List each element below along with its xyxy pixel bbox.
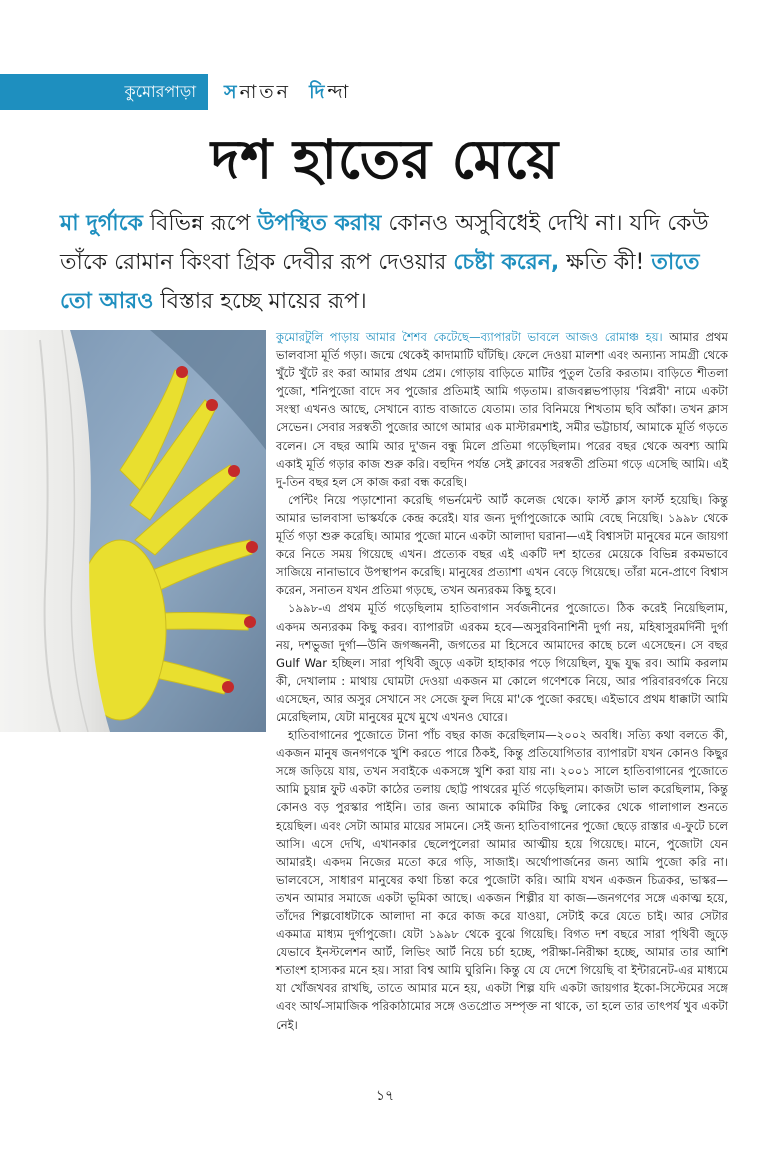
- lede-part: বিভিন্ন রূপে: [142, 211, 258, 236]
- lede-part: ক্ষতি কী!: [559, 250, 652, 275]
- author-last-initial: দি: [309, 81, 328, 103]
- lede-quote: [60, 204, 710, 321]
- paragraph-lead: কুমোরটুলি পাড়ায় আমার শৈশব কেটেছে—ব্যাপারটা ভাবলে আজও রোমাঞ্চ হয়।: [276, 330, 663, 344]
- lede-part: তাতে তো আরও: [60, 250, 700, 314]
- paragraph-text: আমার প্রথম ভালবাসা মূর্তি গড়া। জন্মে থেকেই কাদামাটি ঘাঁটছি। ফেলে দেওয়া মালশা এবং অন্যান্য সামগ্রী থেকে খুঁটে খুঁটে রং করা আমার প্রথম প্রেম। গোড়ায় বাড়িতে মাটির পুতুল তৈরি করতাম। বাড়িতে শীতলা পুজো, শনিপুজো বাদে সব পুজোর প্রতিমাই আমি গড়তাম। রাজবল্লভপাড়ায় 'বিপ্লবী' নামে একটা সংস্থা এখনও আছে, সেখানে ব্যান্ড বাজাতে যেতাম। তার বিনিময়ে শিখতাম ছবি আঁকা। তখন ক্লাস সেভেন। সেবার সরস্বতী পুজোর আগে আমার এক মাস্টারমশাই, সমীর ভট্টাচার্য, আমাকে মূর্তি গড়তে বলেন। সে বছর আমি আর দু'জন বন্ধু মিলে প্রতিমা গড়েছিলাম। পরের বছর থেকে অবশ্য আমি একাই মূর্তি গড়ার কাজ শুরু করি। বহুদিন পর্যন্ত সেই ক্লাবের সরস্বতী প্রতিমা গড়ে এসেছি আমি। এই দু-তিন বছর হল সে কাজ করা বন্ধ করেছি।: [276, 330, 728, 489]
- lede-part: কোনও অসুবিধেই দেখি না। যদি কেউ তাঁকে রোমান কিংবা গ্রিক দেবীর রূপ দেওয়ার: [60, 211, 709, 275]
- durga-idol-photo: [0, 330, 266, 732]
- author-last-rest: ন্দা: [327, 81, 352, 103]
- lede-part: মা দুর্গাকে: [60, 211, 143, 236]
- page-number: ১৭: [375, 1088, 395, 1104]
- lede-part: বিস্তার হচ্ছে মায়ের রূপ।: [153, 289, 367, 314]
- lede-part: উপস্থিত করায়: [257, 211, 382, 236]
- header-band: [0, 74, 770, 110]
- page-title: দশ হাতের মেয়ে: [210, 127, 560, 191]
- lede-part: চেষ্টা করেন,: [453, 250, 560, 275]
- author-first-rest: নাতন: [239, 81, 292, 103]
- paragraph: হাতিবাগানের পুজোতে টানা পাঁচ বছর কাজ করেছিলাম—২০০২ অবধি। সত্যি কথা বলতে কী, একজন মানুষ জনগণকে খুশি করতে পারে ঠিকই, কিন্তু প্রতিযোগিতার ব্যাপারটা যখন কোনও কিছুর সঙ্গে জড়িয়ে যায়, তখন সবাইকে একসঙ্গে খুশি করা যায় না। ২০০১ সালে হাতিবাগানের পুজোতে আমি চুয়ান্ন ফুট একটা কাঠের তলায় ছোট্ট পাথরের মূর্তি গড়েছিলাম। কাজটা ভাল করেছিলাম, কিন্তু কোনও বড় পুরস্কার পাইনি। তার জন্য আমাকে কমিটির কিছু লোকের থেকে গালাগাল শুনতে হয়েছিল। এবং সেটা আমার মায়ের সামনে। সেই জন্য হাতিবাগানের পুজো ছেড়ে রাস্তার এ-ফুটে চলে আসি। এসে দেখি, এখানকার ছেলেপুলেরা আমার আত্মীয় হয়ে গিয়েছে। মানে, পুজোটা যেন আমারই। একদম নিজের মতো করে গড়ি, সাজাই। অর্থোপার্জনের জন্য আমি পুজো করি না। ভালবেসে, সাধারণ মানুষের কথা চিন্তা করে পুজোটা করি। আমি যখন একজন চিত্রকর, ভাস্কর—তখন আমার সমাজে একটা ভূমিকা আছে। একজন শিল্পীর যা কাজ—জনগণের সঙ্গে একাত্ম হয়ে, তাঁদের শিল্পবোধটাকে আলাদা না করে কাজ করে যাওয়া, সেটাই করে যেতে চাই। আর সেটার একমাত্র মাধ্যম দুর্গাপুজো। যেটা ১৯৯৮ থেকে বুঝে গিয়েছি। বিগত দশ বছরে সারা পৃথিবী জুড়ে যেভাবে ইনস্টলেশন আর্ট, লিভিং আর্ট নিয়ে চর্চা হচ্ছে, পরীক্ষা-নিরীক্ষা হচ্ছে, আমার তার আশি শতাংশ হাস্যকর মনে হয়। সারা বিশ্ব আমি ঘুরিনি। কিন্তু যে যে দেশে গিয়েছি বা ইন্টারনেট-এর মাধ্যমে যা খোঁজখবর রাখছি, তাতে আমার মনে হয়, একটা শিল্প যদি একটা জায়গার ইকো-সিস্টেমের সঙ্গে এবং আর্থ-সামাজিক পরিকাঠামোর সঙ্গে ওতপ্রোত সম্পৃক্ত না থাকে, তা হলে তার তাৎপর্য খুব একটা নেই।: [276, 728, 728, 1032]
- author-byline: [224, 74, 351, 110]
- article-body: [276, 328, 728, 1034]
- section-tag: কুমোরপাড়া: [0, 74, 208, 110]
- paragraph: ১৯৯৮-এ প্রথম মূর্তি গড়েছিলাম হাতিবাগান সর্বজনীনের পুজোতে। ঠিক করেই নিয়েছিলাম, একদম অন্যরকম কিছু করব। ব্যাপারটা এরকম হবে—অসুরবিনাশিনী দুর্গা নয়, মহিষাসুরমর্দিনী দুর্গা নয়, দশভুজা দুর্গা—উনি জগজ্জননী, জগতের মা হিসেবে আমাদের কাছে চলে এসেছেন। সে বছর Gulf War হচ্ছিল। সারা পৃথিবী জুড়ে একটা হাহাকার পড়ে গিয়েছিল, যুদ্ধ যুদ্ধ রব। আমি করলাম কী, দেখালাম : মাথায় ঘোমটা দেওয়া একজন মা কোলে গণেশকে নিয়ে, আর পরিবারবর্গকে নিয়ে এসেছেন, আর অসুর সেখানে সং সেজে ফুল দিয়ে মা'কে পুজো করছে। এইভাবে প্রথম ধাক্কাটা আমি মেরেছিলাম, যেটা মানুষের মুখে মুখে এখনও ঘোরে।: [276, 601, 728, 724]
- author-first-initial: স: [224, 81, 240, 103]
- paragraph: [276, 328, 728, 491]
- paragraph: পেন্টিং নিয়ে পড়াশোনা করেছি গভর্নমেন্ট আর্ট কলেজ থেকে। ফার্স্ট ক্লাস ফার্স্ট হয়েছি। কিন্তু আমার ভালবাসা ভাস্কর্যকে কেন্দ্র করেই। যার জন্য দুর্গাপুজোকে আমি বেছে নিয়েছি। ১৯৯৮ থেকে মূর্তি গড়া শুরু করেছি। আমার পুজো মানে একটা আলাদা ঘরানা—এই বিশ্বাসটা মানুষের মনে জায়গা করে নিতে সময় গিয়েছে এখন। প্রত্যেক বছর এই একটি দশ হাতের মেয়েকে বিভিন্ন রকমভাবে সাজিয়ে নানাভাবে উপস্থাপন করেছি। মানুষের প্রত্যাশা এখন বেড়ে গিয়েছে। তাঁরা মনে-প্রাণে বিশ্বাস করেন, সনাতন যখন প্রতিমা গড়ছে, তখন অন্যরকম কিছু হবে।: [276, 492, 728, 598]
